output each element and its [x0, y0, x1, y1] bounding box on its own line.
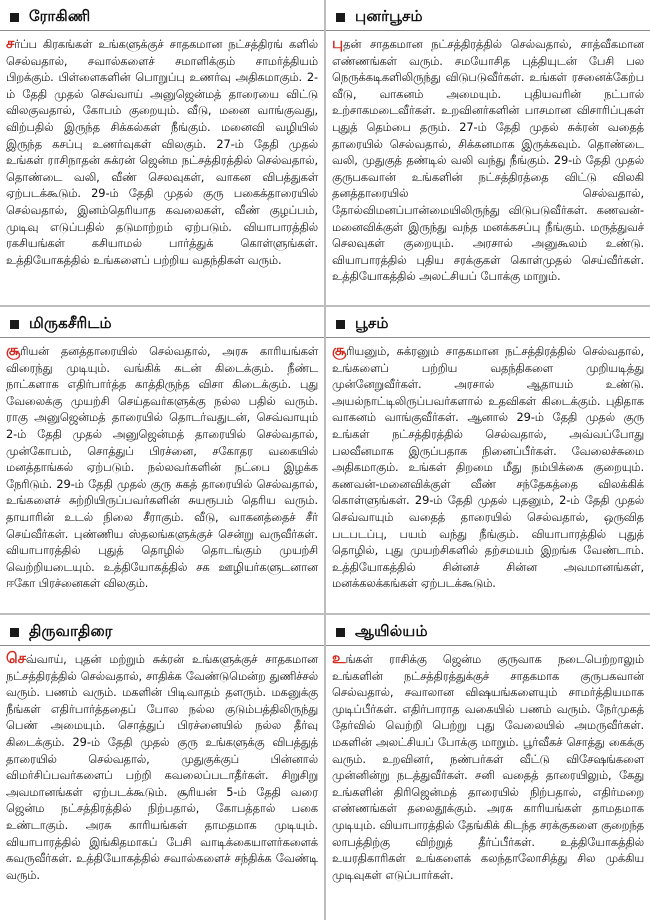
section-body — [6, 342, 318, 592]
section-header — [326, 311, 650, 338]
drop-cap: சூ — [6, 341, 21, 359]
section-punarpoosam — [326, 0, 650, 305]
drop-cap: உ — [332, 649, 346, 667]
section-title: புனர்பூசம் — [355, 7, 423, 25]
section-header — [326, 4, 650, 31]
drop-cap: ச — [6, 34, 15, 52]
section-ayilyam — [326, 615, 650, 920]
square-bullet-icon — [10, 13, 19, 22]
square-bullet-icon — [336, 320, 345, 329]
section-header — [326, 619, 650, 646]
drop-cap: சூ — [332, 341, 347, 359]
section-text: ரியன் தனத்தாரையில் செல்வதால், அரசு காரியங்கள் விரைந்து முடியும். வங்கிக் கடன் கிடைக்கும். நீண்ட நாட்களாக எதிர்பார்த்த காத்திருந்த விசா கிடைக்கும். புது வேலைக்கு முயற்சி செய்தவர்களுக்கு நல்ல பதில் வரும். ராகு அனுஜென்மத் தாரையில் தொடர்வதுடன், செவ்வாயும் 2-ம் தேதி முதல் அனுஜென்மத் தாரையில் செல்வதால், முன்கோபம், சொத்துப் பிரச்னை, சகோதர வகையில் மனத்தாங்கல் ஏற்படும். நல்லவர்களின் நட்பை இழக்க நேரிடும். 29-ம் தேதி முதல் குரு சுகத் தாரையில் செல்வதால், உங்களைச் சுற்றியிருப்பவர்களின் சுயரூபம் தெரிய வரும். தாயாரின் உடல் நிலை சீராகும். வீடு, வாகனத்தைச் சீர் செய்வீர்கள். புண்ணிய ஸ்தலங்களுக்குச் சென்று வருவீர்கள். வியாபாரத்தில் புதுத் தொழில் தொடங்கும் முயற்சி வெற்றியடையும். உத்தியோகத்தில் சக ஊழியர்களுடனான ஈகோ பிரச்னைகள் விலகும். — [6, 344, 318, 591]
section-body — [332, 342, 644, 592]
square-bullet-icon — [10, 320, 19, 329]
section-title: மிருகசீரிடம் — [29, 314, 112, 332]
section-rohini — [0, 0, 324, 305]
section-body — [332, 650, 644, 883]
drop-cap: பு — [332, 34, 344, 52]
section-title: ரோகிணி — [29, 7, 91, 25]
section-header — [0, 4, 324, 31]
drop-cap: செ — [6, 649, 26, 667]
section-body — [332, 35, 644, 285]
section-mirugaseeridam — [0, 307, 324, 613]
section-text: ங்கள் ராசிக்கு ஜென்ம குருவாக நடைபெற்றாலும் உங்களின் நட்சத்திரத்துக்குச் சாதகமாக குருபகவான் செல்வதால், சவாலான விஷயங்களையும் சாமர்த்தியமாக முடிப்பீர்கள். எதிர்பாராத வகையில் பணம் வரும். நேர்முகத் தேர்வில் வெற்றி பெற்று புது வேலையில் அமருவீர்கள். மகளின் அலட்சியப் போக்கு மாறும். பூர்வீகச் சொத்து கைக்கு வரும். உறவினர், நண்பர்கள் வீட்டு விசேஷங்களை முன்னின்று நடத்துவீர்கள். சனி வதைத் தாரையிலும், கேது உங்களின் திரிஜென்மத் தாரையில் நிற்பதால், எதிர்மறை எண்ணங்கள் தலைதூக்கும். அரசு காரியங்கள் தாமதமாக முடியும். வியாபாரத்தில் தேங்கிக் கிடந்த சரக்குகளை குறைந்த லாபத்திற்கு விற்றுத் தீர்ப்பீர்கள். உத்தியோகத்தில் உயரதிகாரிகள் உங்களைக் கலந்தாலோசித்து சில முக்கிய முடிவுகள் எடுப்பார்கள். — [332, 652, 644, 882]
section-title: திருவாதிரை — [29, 622, 113, 640]
section-text: வ்வாய், புதன் மற்றும் சுக்ரன் உங்களுக்குச் சாதகமான நட்சத்திரத்தில் செல்வதால், சாதிக்க வேண்டுமென்ற துணிச்சல் வரும். பணம் வரும். மகளின் பிடிவாதம் தளரும். மகனுக்கு நீங்கள் எதிர்பார்த்ததைப் போல நல்ல குடும்பத்திலிருந்து பெண் அமையும். சொத்துப் பிரச்னையில் நல்ல தீர்வு கிடைக்கும். 29-ம் தேதி முதல் குரு உங்களுக்கு விபத்துத் தாரையில் செல்வதால், முதுகுக்குப் பின்னால் விமர்சிப்பவர்களைப் பற்றி கவலைப்படாதீர்கள். சிறுசிறு அவமானங்கள் ஏற்படக்கூடும். சூரியன் 5-ம் தேதி வரை ஜென்ம நட்சத்திரத்தில் நிற்பதால், கோபத்தால் பகை உண்டாகும். அரசு காரியங்கள் தாமதமாக முடியும். வியாபாரத்தில் இங்கிதமாகப் பேசி வாடிக்கையாளர்களைக் கவருவீர்கள். உத்தியோகத்தில் சவால்களைச் சந்திக்க வேண்டி வரும். — [6, 652, 318, 882]
section-text: ர்ப்ப கிரகங்கள் உங்களுக்குச் சாதகமான நட்சத்திரங் களில் செல்வதால், சவால்களைச் சமாளிக்கும் சாமர்த்தியம் பிறக்கும். பிள்ளைகளின் பொறுப்பு உணர்வு அதிகமாகும். 2-ம் தேதி முதல் செவ்வாய் அனுஜென்மத் தாரையை விட்டு விலகுவதால், கோபம் குறையும். வீடு, மனை வாங்குவது, விற்பதில் இருந்த சிக்கல்கள் நீங்கும். மனைவி வழியில் இருந்த கசப்பு உணர்வுகள் விலகும். 27-ம் தேதி முதல் உங்கள் ராசிநாதன் சுக்ரன் ஜென்ம நட்சத்திரத்தில் செல்வதால், தொண்டை வலி, வீண் செலவுகள், வாகன விபத்துகள் ஏற்படக்கூடும். 29-ம் தேதி முதல் குரு பகைக்தாரையில் செல்வதால், இனம்தெரியாத கவலைகள், வீண் குழப்பம், முடிவு எடுப்பதில் தடுமாற்றம் ஏற்படும். வியாபாரத்தில் ரகசியங்கள் கசியாமல் பார்த்துக் கொள்ளுங்கள். உத்தியோகத்தில் உங்களைப் பற்றிய வதந்திகள் வரும். — [6, 37, 318, 267]
section-text: தன் சாதகமான நட்சத்திரத்தில் செல்வதால், சாத்வீகமான எண்ணங்கள் வரும். சமயோசித புத்தியுடன் பேசி பல நெருக்கடிகளிலிருந்து விடுபடுவீர்கள். உங்கள் ரசனைக்கேற்ப வீடு, வாகனம் அமையும். புதியவரின் நட்பால் உற்சாகமடைவீர்கள். உறவினர்களின் பாசமான விசாரிப்புகள் புதுத் தெம்பை தரும். 27-ம் தேதி முதல் சுக்ரன் வதைத் தாரையில் செல்வதால், சிக்கனமாக இருக்கவும். தொண்டை வலி, முதுகுத் தண்டில் வலி வந்து நீங்கும். 29-ம் தேதி முதல் குருபகவான் உங்களின் நட்சத்திரத்தை விட்டு விலகி தனத்தாரையில் செல்வதால், தோல்விமனப்பான்மையிலிருந்து விடுபடுவீர்கள். கணவன்-மனைவிக்குள் இருந்து வந்த மனக்கசப்பு நீங்கும். மருத்துவச் செலவுகள் குறையும். அரசால் அனுகூலம் உண்டு. வியாபாரத்தில் புதிய சரக்குகள் கொள்முதல் செய்வீர்கள். உத்தியோகத்தில் அலட்சியப் போக்கு மாறும். — [332, 37, 644, 284]
section-title: ஆயில்யம் — [355, 622, 428, 640]
section-header — [0, 311, 324, 338]
section-body — [6, 35, 318, 268]
section-text: ரியனும், சுக்ரனும் சாதகமான நட்சத்திரத்தில் செல்வதால், உங்களைப் பற்றிய வதந்திகளை முறியடித்து முன்னேறுவீர்கள். அரசால் ஆதாயம் உண்டு. அயல்நாட்டிலிருப்பவர்களால் உதவிகள் கிடைக்கும். புதிதாக வாகனம் வாங்குவீர்கள். ஆனால் 29-ம் தேதி முதல் குரு உங்கள் நட்சத்திரத்தில் செல்வதால், அவ்வப்போது பலவீனமாக இருப்பதாக நினைப்பீர்கள். வேலைச்சுமை அதிகமாகும். உங்கள் திறமை மீது நம்பிக்கை குறையும். கணவன்-மனைவிக்குள் வீண் சந்தேகத்தை விலக்கிக் கொள்ளுங்கள். 29-ம் தேதி முதல் புதனும், 2-ம் தேதி முதல் செவ்வாயும் வதைத் தாரையில் செல்வதால், ஒருவித படபடப்பு, பயம் வந்து நீங்கும். வியாபாரத்தில் புதுத் தொழில், புது முயற்சிகளில் தற்சமயம் இறங்க வேண்டாம். உத்தியோகத்தில் சின்னச் சின்ன அவமானங்கள், மனக்கலக்கங்கள் ஏற்படக்கூடும். — [332, 344, 644, 591]
section-poosam — [326, 307, 650, 613]
section-header — [0, 619, 324, 646]
square-bullet-icon — [336, 628, 345, 637]
square-bullet-icon — [336, 13, 345, 22]
square-bullet-icon — [10, 628, 19, 637]
section-title: பூசம் — [355, 314, 389, 332]
section-body — [6, 650, 318, 883]
section-thiruvathirai — [0, 615, 324, 920]
